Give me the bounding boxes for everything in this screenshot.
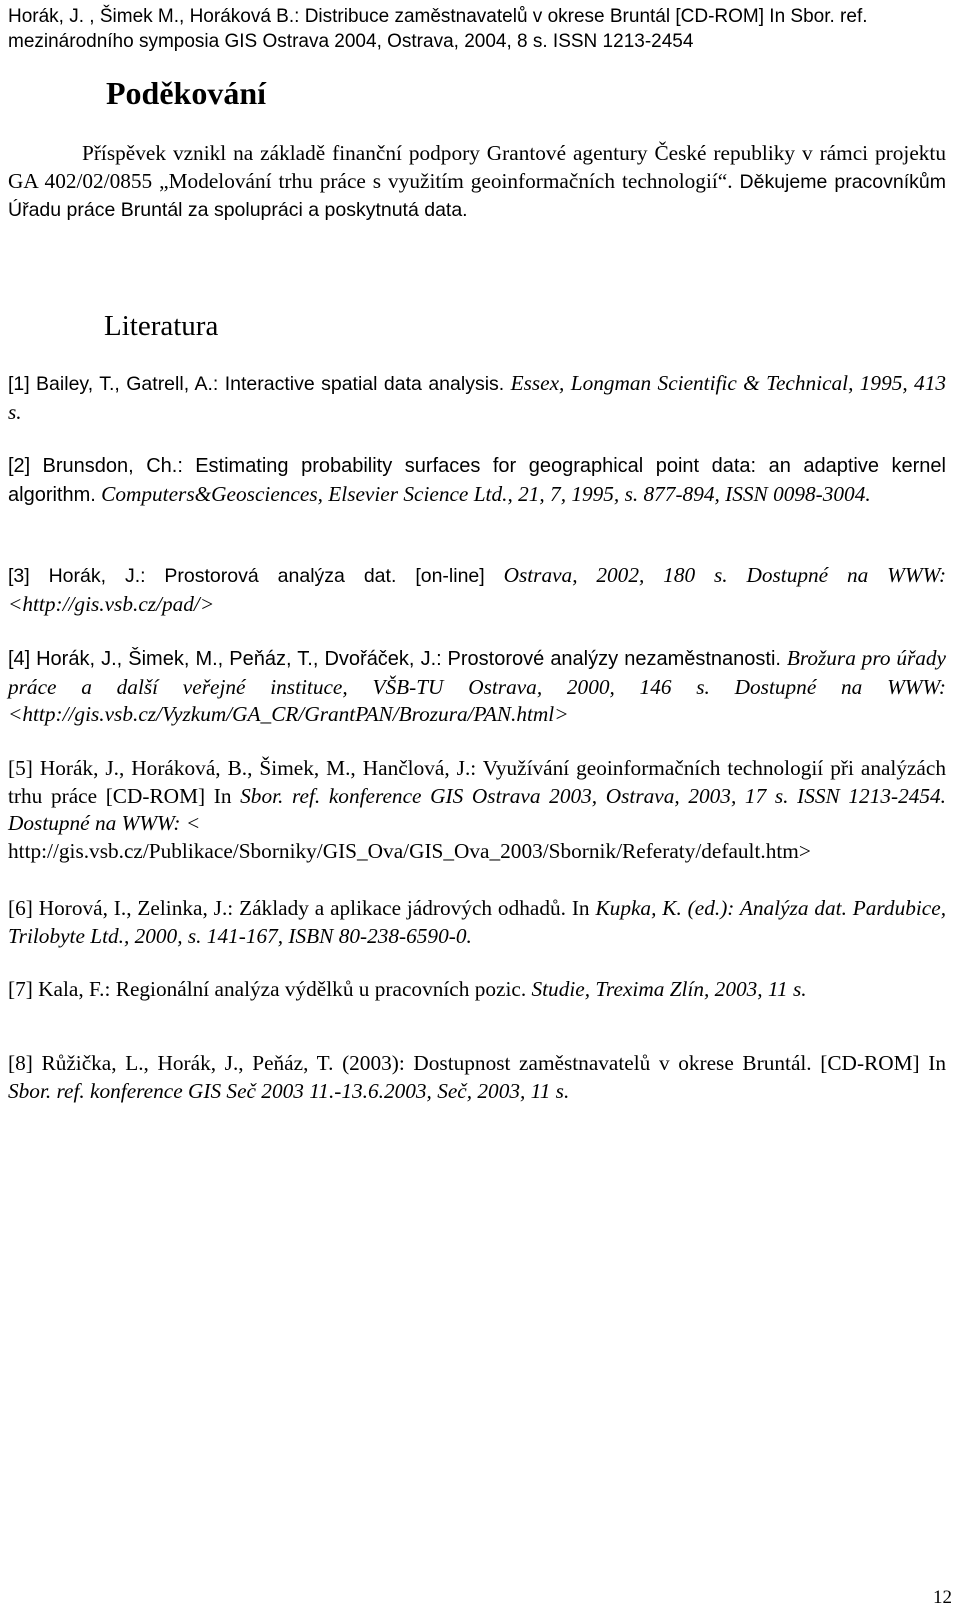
ref-6-title: Základy a aplikace jádrových odhadů. In	[239, 896, 590, 920]
ref-7-num: [7]	[8, 977, 33, 1001]
ref-2-num: [2]	[8, 455, 31, 477]
ref-7-title: Regionální analýza výdělků u pracovních pozic.	[115, 977, 527, 1001]
ref-3-authors: Horák, J.:	[48, 565, 146, 587]
ref-2-title: Estimating probability surfaces for geographical point data: an adaptive kernel algorithm.	[8, 455, 946, 506]
header-line-2: mezinárodního symposia GIS Ostrava 2004, Ostrava, 2004, 8 s. ISSN 1213-2454	[8, 31, 694, 52]
ref-1-title: Interactive spatial data analysis.	[224, 373, 505, 395]
ref-3-source: Ostrava, 2002, 180 s.	[503, 563, 728, 587]
ref-5-num: [5]	[8, 756, 33, 780]
reference-6	[8, 895, 946, 950]
ref-1-authors: Bailey, T., Gatrell, A.:	[36, 373, 219, 395]
acknowledgement-title: Poděkování	[106, 75, 267, 111]
reference-8	[8, 1050, 946, 1105]
reference-3	[8, 562, 946, 618]
reference-7	[8, 976, 946, 1004]
ref-3-num: [3]	[8, 565, 30, 587]
ref-5-source: Sbor. ref. konference GIS Ostrava 2003, Ostrava, 2003, 17 s. ISSN 1213-2454. Dostupné na WWW: <	[8, 783, 946, 835]
ref-4-note: Dostupné na WWW: <http://gis.vsb.cz/Vyzkum/GA_CR/GrantPAN/Brozura/PAN.html>	[8, 674, 947, 726]
ref-3-note: Dostupné na WWW: <http://gis.vsb.cz/pad/>	[8, 563, 947, 616]
ref-3-title: Prostorová analýza dat. [on-line]	[164, 565, 485, 587]
ref-5-title: Využívání geoinformačních technologií při analýzách trhu práce [CD-ROM] In	[8, 756, 946, 808]
ref-4-authors: Horák, J., Šimek, M., Peňáz, T., Dvořáček, J.:	[36, 648, 442, 670]
ref-7-source: Studie, Trexima Zlín, 2003, 11 s.	[531, 977, 807, 1001]
reference-4	[8, 645, 946, 729]
literature-title: Literatura	[104, 310, 219, 342]
acknowledgement-text-part2: Děkujeme pracovníkům Úřadu práce Bruntál za spolupráci a poskytnutá data.	[8, 170, 946, 221]
reference-1	[8, 370, 946, 426]
ref-2-authors: Brunsdon, Ch.:	[42, 455, 183, 477]
ref-8-authors: Růžička, L., Horák, J., Peňáz, T.	[41, 1051, 334, 1075]
reference-5	[8, 755, 946, 865]
ref-6-num: [6]	[8, 896, 33, 920]
ref-2-source: Computers&Geosciences, Elsevier Science Ltd., 21, 7, 1995, s. 877-894, ISSN 0098-3004.	[101, 481, 871, 506]
acknowledgement-text	[8, 140, 946, 225]
ref-5-authors: Horák, J., Horáková, B., Šimek, M., Hančlová, J.:	[39, 756, 477, 780]
ref-6-source: Kupka, K. (ed.): Analýza dat. Pardubice, Trilobyte Ltd., 2000, s. 141-167, ISBN 80-238-6590-0.	[8, 896, 947, 948]
ref-1-source: Essex, Longman Scientific & Technical, 1995, 413 s.	[8, 371, 947, 424]
acknowledgement-text-part1: Příspěvek vznikl na základě finanční podpory Grantové agentury České republiky v rámci projektu GA 402/02/0855 „Modelování trhu práce s využitím geoinformačních technologií“.	[8, 141, 946, 193]
ref-4-source: Brožura pro úřady práce a další veřejné instituce, VŠB-TU Ostrava, 2000, 146 s.	[8, 646, 946, 699]
ref-4-num: [4]	[8, 648, 31, 670]
ref-5-url: http://gis.vsb.cz/Publikace/Sborniky/GIS_Ova/GIS_Ova_2003/Sbornik/Referaty/default.htm>	[8, 838, 811, 863]
header-line-1: Horák, J. , Šimek M., Horáková B.: Distribuce zaměstnavatelů v okrese Bruntál [CD-ROM] In Sbor. ref.	[8, 6, 868, 27]
ref-8-num: [8]	[8, 1051, 33, 1075]
reference-2	[8, 452, 946, 509]
ref-1-num: [1]	[8, 373, 30, 395]
page-number: 12	[933, 1587, 952, 1608]
ref-8-source: Sbor. ref. konference GIS Seč 2003 11.-13.6.2003, Seč, 2003, 11 s.	[8, 1078, 570, 1103]
ref-8-title: (2003): Dostupnost zaměstnavatelů v okrese Bruntál. [CD-ROM] In	[342, 1051, 947, 1075]
ref-6-authors: Horová, I., Zelinka, J.:	[38, 896, 234, 920]
ref-4-title: Prostorové analýzy nezaměstnanosti.	[447, 648, 781, 670]
running-header	[8, 4, 948, 54]
ref-7-authors: Kala, F.:	[38, 977, 111, 1001]
